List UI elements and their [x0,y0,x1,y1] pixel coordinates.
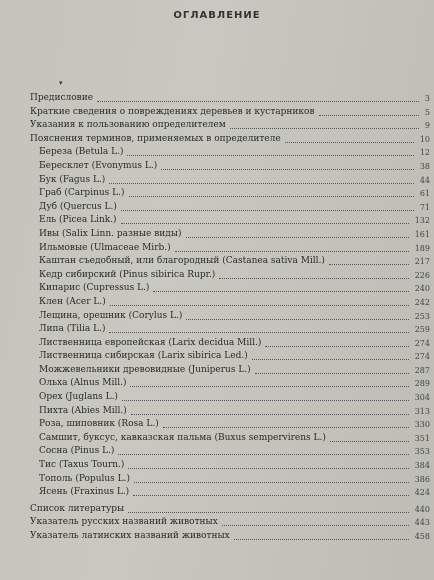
dot-leader [133,495,409,496]
toc-entry-title: Бересклет (Evonymus L.) [39,160,158,171]
toc-entry-title: Ель (Picea Link.) [39,215,117,226]
dot-leader [118,454,409,455]
toc-entry [30,503,434,517]
dot-leader [230,128,419,129]
dot-leader [255,373,409,374]
toc-entry [30,92,434,106]
toc-entry-page: 443 [414,518,430,528]
toc-entry-page: 9 [424,121,430,131]
toc-entry-page: 424 [414,488,430,498]
toc-entry-page: 259 [414,325,430,335]
toc-entry-title: Самшит, буксус, кавказская пальма (Buxus sempervirens L.) [39,432,326,443]
dot-leader [129,196,414,197]
toc-entry-page: 5 [424,107,430,117]
toc-entry-page: 287 [414,365,430,375]
toc-entry-page: 274 [414,338,430,348]
dot-leader [110,305,409,306]
dot-leader [153,291,409,292]
dot-leader [175,251,409,252]
toc-entry [30,119,434,133]
dot-leader [109,332,409,333]
dot-leader [330,441,409,442]
toc-entry [30,473,434,487]
toc-entry-page: 304 [414,393,430,403]
toc-entry [30,418,434,432]
toc-entry [30,106,434,120]
toc-entry [30,160,434,174]
dot-leader [131,414,409,415]
toc-entry [30,282,434,296]
dot-leader [121,210,414,211]
toc-entry-title: Ивы (Salix Linn. разные виды) [39,228,182,239]
toc-entry-title: Ольха (Alnus Mill.) [39,378,127,389]
dot-leader [122,400,409,401]
dot-leader [134,482,409,483]
toc-entry-title: Кедр сибирский (Pinus sibirica Rupr.) [39,269,216,280]
toc-entry-title: Указания к пользованию определителем [30,120,226,131]
dot-leader [97,101,419,102]
toc-entry-title: Тополь (Populus L.) [39,473,130,484]
toc-entry-title: Клен (Acer L.) [39,296,106,307]
toc-entry [30,377,434,391]
dot-leader [127,155,414,156]
toc-entry [30,516,434,530]
toc-entry [30,242,434,256]
dot-leader [121,223,409,224]
toc-entry [30,255,434,269]
toc-entry-title: Указатель латинских названий животных [30,531,230,541]
toc-entry [30,350,434,364]
toc-entry-page: 3 [424,94,430,103]
toc-entry-page: 71 [419,202,430,212]
dot-leader [219,278,409,279]
table-of-contents [30,92,434,544]
toc-entry [30,296,434,310]
toc-entry [30,364,434,378]
toc-entry-page: 132 [414,216,430,226]
toc-entry [30,530,434,544]
toc-entry-page: 242 [414,297,430,307]
toc-entry-page: 161 [414,229,430,239]
dot-leader [319,115,419,116]
dot-leader [128,468,409,469]
pen-mark: ▾ [59,79,63,87]
toc-entry-title: Кипарис (Cupressus L.) [39,283,150,294]
dot-leader [265,346,409,347]
toc-entry [30,405,434,419]
toc-entry-title: Липа (Tilia L.) [39,324,106,335]
dot-leader [234,539,409,540]
toc-entry-title: Указатель русских названий животных [30,517,218,528]
toc-entry [30,432,434,446]
toc-entry [30,337,434,351]
toc-entry-title: Предисловие [30,93,94,103]
toc-entry-page: 289 [414,379,430,389]
toc-entry-title: Каштан съедобный, или благородный (Castanea sativa Mill.) [39,256,325,267]
toc-entry-page: 12 [419,148,430,158]
toc-entry [30,187,434,201]
toc-entry-page: 61 [419,189,430,199]
dot-leader [285,142,414,143]
toc-entry-page: 353 [414,447,430,457]
toc-entry-title: Дуб (Quercus L.) [39,201,117,212]
toc-entry-page: 313 [414,406,430,416]
toc-entry-page: 351 [414,433,430,443]
toc-entry [30,146,434,160]
dot-leader [186,237,409,238]
toc-entry-page: 226 [414,270,430,280]
toc-entry-page: 189 [414,243,430,253]
toc-entry-page: 384 [414,461,430,471]
toc-entry-title: Лещина, орешник (Corylus L.) [39,310,183,321]
dot-leader [252,359,409,360]
toc-entry-title: Ильмовые (Ulmaceae Mirb.) [39,242,171,253]
page-title: ОГЛАВЛЕНИЕ [173,10,261,21]
toc-entry-title: Тис (Taxus Tourn.) [39,460,125,471]
toc-entry-title: Пихта (Abies Mill.) [39,405,127,416]
toc-entry [30,133,434,147]
toc-entry-title: Лиственница европейская (Larix decidua Mill.) [39,337,262,348]
toc-entry [30,174,434,188]
dot-leader [222,525,409,526]
toc-entry [30,310,434,324]
dot-leader [163,427,409,428]
toc-entry-page: 274 [414,352,430,362]
toc-entry-title: Лиственница сибирская (Larix sibirica Led.) [39,351,248,362]
toc-entry-title: Ясень (Fraxinus L.) [39,487,130,498]
toc-entry-page: 440 [414,504,430,514]
dot-leader [186,319,409,320]
toc-entry-page: 330 [414,420,430,430]
toc-entry-page: 240 [414,284,430,294]
dot-leader [130,386,409,387]
toc-entry [30,391,434,405]
toc-entry-title: Граб (Carpinus L.) [39,188,125,199]
toc-entry-page: 10 [419,134,430,144]
toc-entry [30,269,434,283]
toc-entry [30,445,434,459]
toc-entry-title: Краткие сведения о повреждениях деревьев и кустарников [30,106,315,117]
toc-entry-page: 217 [414,257,430,267]
toc-entry [30,486,434,500]
dot-leader [109,183,414,184]
dot-leader [161,169,414,170]
toc-entry-page: 253 [414,311,430,321]
toc-entry-title: Роза, шиповник (Rosa L.) [39,419,159,430]
toc-entry [30,459,434,473]
toc-entry-title: Береза (Betula L.) [39,147,124,158]
toc-entry [30,201,434,215]
dot-leader [128,512,409,513]
toc-entry [30,214,434,228]
toc-entry-title: Орех (Juglans L.) [39,392,118,403]
toc-entry-page: 44 [419,175,430,185]
toc-entry [30,323,434,337]
toc-entry-page: 386 [414,474,430,484]
toc-entry [30,228,434,242]
toc-entry-title: Сосна (Pinus L.) [39,446,115,457]
toc-entry-page: 458 [414,532,430,541]
toc-entry-title: Бук (Fagus L.) [39,174,106,185]
toc-entry-page: 38 [419,161,430,171]
toc-entry-title: Список литературы [30,503,125,514]
toc-entry-title: Пояснения терминов, применяемых в определителе [30,133,281,144]
toc-entry-title: Можжевельники древовидные (Juniperus L.) [39,364,251,375]
dot-leader [329,264,409,265]
